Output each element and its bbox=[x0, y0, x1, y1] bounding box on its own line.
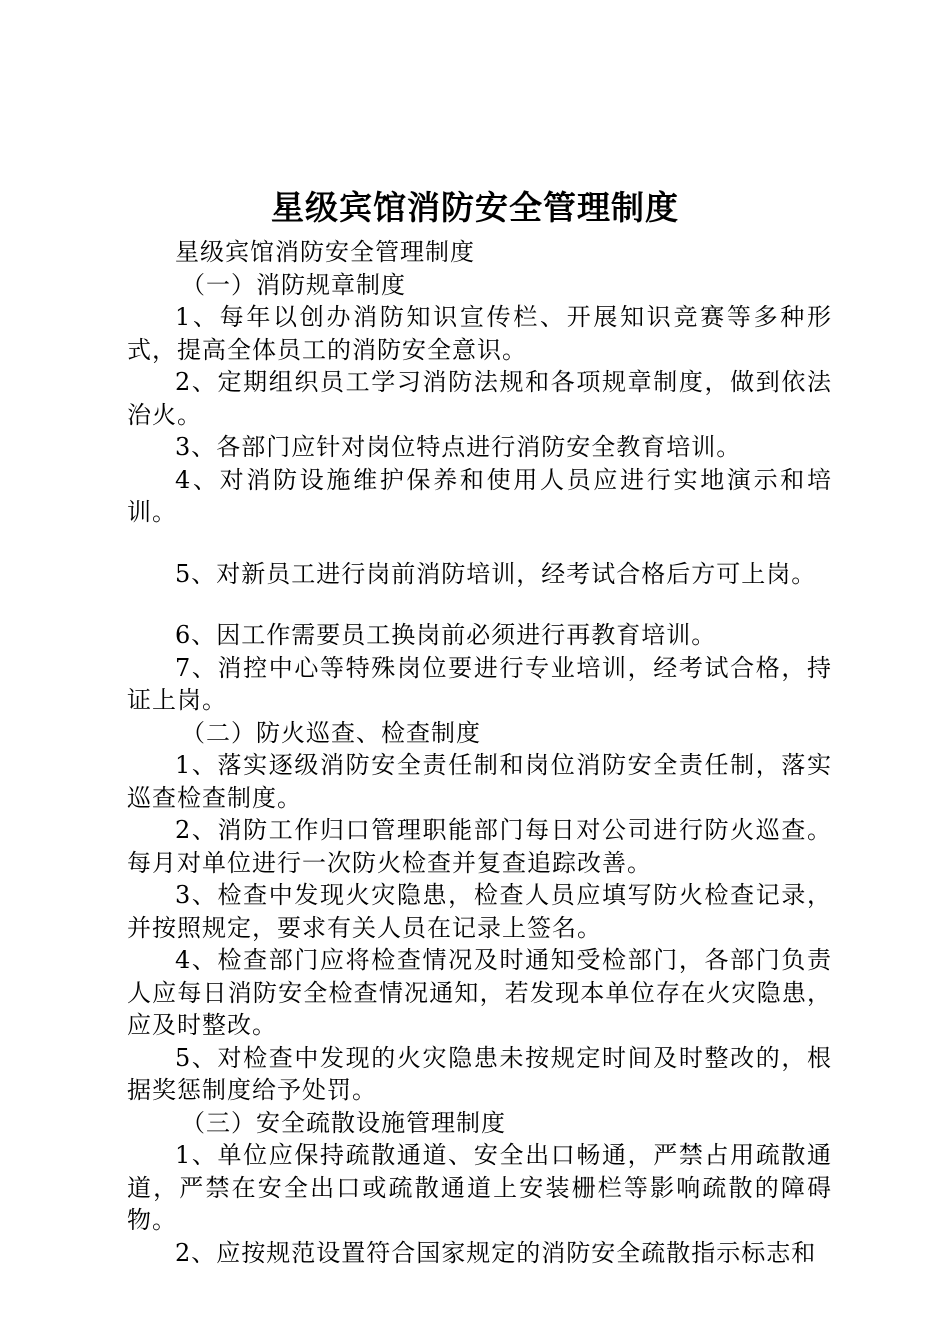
document-body bbox=[127, 236, 832, 1269]
paragraph: 5、对检查中发现的火灾隐患未按规定时间及时整改的，根据奖惩制度给予处罚。 bbox=[127, 1043, 832, 1104]
paragraph: 7、消控中心等特殊岗位要进行专业培训，经考试合格，持证上岗。 bbox=[127, 653, 832, 714]
paragraph: 6、因工作需要员工换岗前必须进行再教育培训。 bbox=[175, 621, 717, 649]
section-heading-1: （一）消防规章制度 bbox=[181, 270, 406, 299]
paragraph: 3、各部门应针对岗位特点进行消防安全教育培训。 bbox=[175, 433, 742, 461]
lead-paragraph: 星级宾馆消防安全管理制度 bbox=[175, 238, 475, 266]
paragraph: 2、消防工作归口管理职能部门每日对公司进行防火巡查。每月对单位进行一次防火检查并复查追踪改善。 bbox=[127, 816, 832, 877]
paragraph: 5、对新员工进行岗前消防培训，经考试合格后方可上岗。 bbox=[175, 559, 817, 588]
paragraph: 2、定期组织员工学习消防法规和各项规章制度，做到依法治火。 bbox=[127, 368, 832, 429]
section-heading-3: （三）安全疏散设施管理制度 bbox=[181, 1108, 506, 1137]
paragraph: 3、检查中发现火灾隐患，检查人员应填写防火检查记录，并按照规定，要求有关人员在记录上签名。 bbox=[127, 881, 832, 942]
section-heading-2: （二）防火巡查、检查制度 bbox=[181, 718, 481, 747]
paragraph: 4、检查部门应将检查情况及时通知受检部门，各部门负责人应每日消防安全检查情况通知，若发现本单位存在火灾隐患，应及时整改。 bbox=[127, 946, 832, 1039]
document-title: 星级宾馆消防安全管理制度 bbox=[271, 188, 679, 227]
paragraph: 1、每年以创办消防知识宣传栏、开展知识竞赛等多种形式，提高全体员工的消防安全意识。 bbox=[127, 303, 832, 364]
paragraph: 1、落实逐级消防安全责任制和岗位消防安全责任制，落实巡查检查制度。 bbox=[127, 751, 832, 812]
paragraph: 1、单位应保持疏散通道、安全出口畅通，严禁占用疏散通道，严禁在安全出口或疏散通道上安装栅栏等影响疏散的障碍物。 bbox=[127, 1141, 832, 1234]
paragraph: 4、对消防设施维护保养和使用人员应进行实地演示和培训。 bbox=[127, 465, 832, 526]
paragraph: 2、应按规范设置符合国家规定的消防安全疏散指示标志和 bbox=[175, 1238, 817, 1267]
